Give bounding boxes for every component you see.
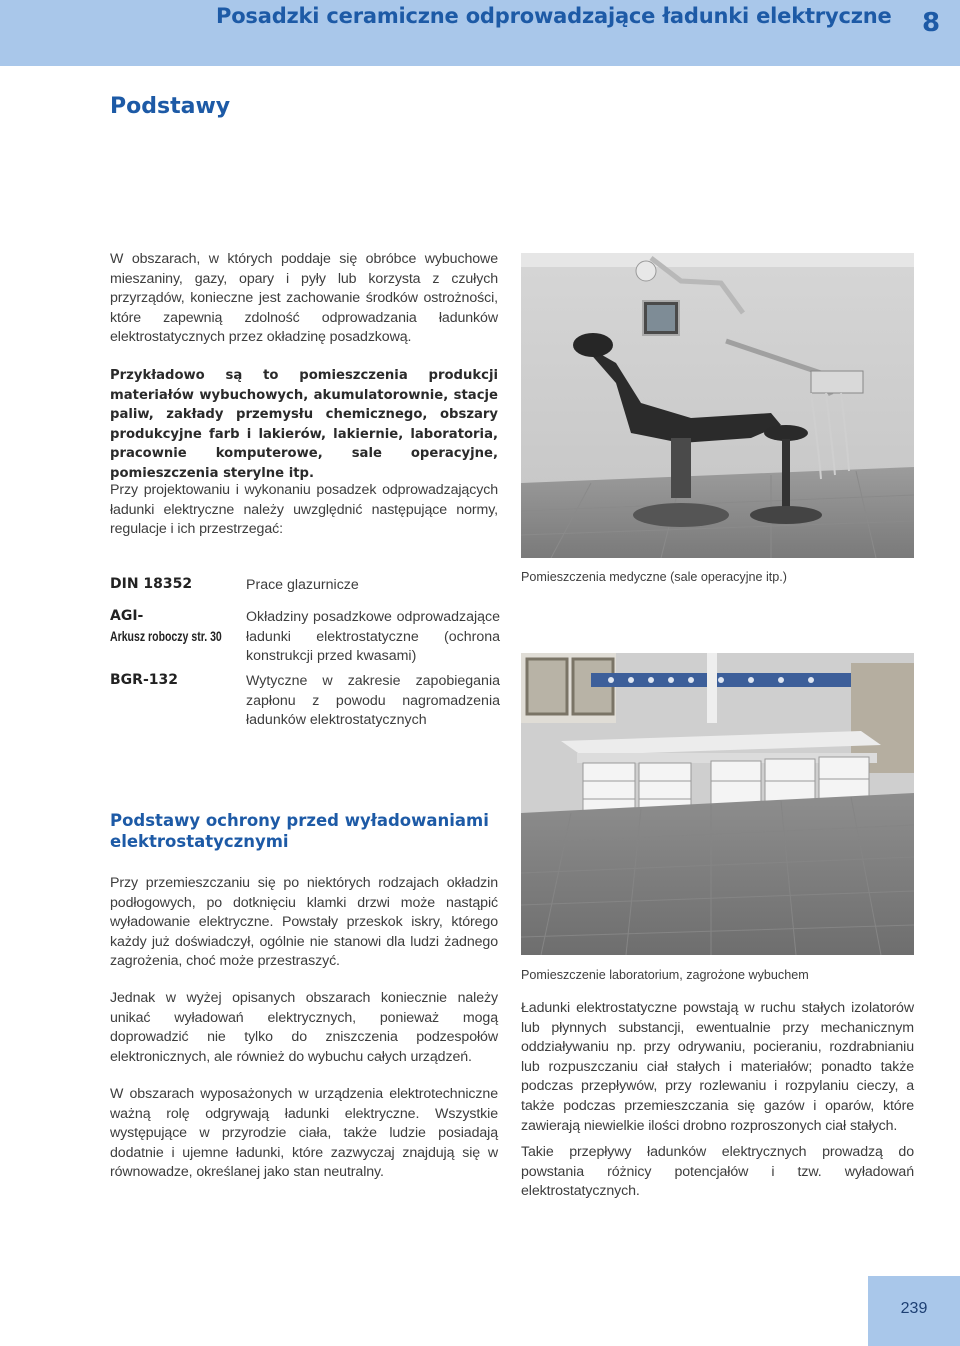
protection-paragraph-3: W obszarach wyposażonych w urządzenia elektrotechniczne ważną rolę odgrywają ładunki elektryczne. Wszystkie występujące w przyrodzie ciała, także ludzie posiadają dodatnie i ujemne ładunki, które zazwyczaj znajdują się w równowadze, określanej jako stan neutralny. xyxy=(110,1086,498,1181)
section-title: Podstawy xyxy=(110,94,231,119)
standard-description: Wytyczne w zakresie zapobiegania zapłonu z powodu nagromadzenia ładunków elektrostatycznych xyxy=(246,673,500,729)
page-number-box xyxy=(868,1276,960,1346)
photo-caption: Pomieszczenie laboratorium, zagrożone wybuchem xyxy=(521,968,809,982)
intro-paragraph: W obszarach, w których poddaje się obróbce wybuchowe mieszaniny, gazy, opary i pyły lub korzysta z czułych przyrządów, konieczne jest zachowanie środków ostrożności, które zapewnią zdolność odprowadzania ładunków elektrostatycznych przez okładzinę posadzkową. xyxy=(110,251,498,346)
laboratory-photo xyxy=(521,653,914,955)
norms-intro-paragraph: Przy projektowaniu i wykonaniu posadzek odprowadzających ładunki elektryczne należy uwzględnić następujące normy, regulacje i ich przestrzegać: xyxy=(110,482,498,538)
standard-code: DIN 18352 xyxy=(110,576,193,592)
protection-paragraph-2: Jednak w wyżej opisanych obszarach koniecznie należy unikać wyładowań elektrycznych, ponieważ mogą doprowadzić nie tylko do zniszczenia podzespołów elektronicznych, ale również do wybuchu całych urządzeń. xyxy=(110,990,498,1065)
standard-description: Prace glazurnicze xyxy=(246,577,359,593)
header-bar xyxy=(0,0,960,66)
standard-code: AGI- xyxy=(110,608,144,624)
dental-chair-icon xyxy=(521,253,914,558)
protection-paragraph-1: Przy przemieszczaniu się po niektórych rodzajach okładzin podłogowych, po dotknięciu klamki drzwi może nastąpić wyładowanie elektryczne. Powstały przeskok iskry, którego każdy już doświadczył, ogólnie nie stanowi dla ludzi żadnego zagrożenia, choć może przestraszyć. xyxy=(110,875,498,970)
subsection-title: Podstawy ochrony przed wyładowaniami elektrostatycznymi xyxy=(110,811,489,851)
standard-code: BGR-132 xyxy=(110,672,178,688)
header-title: Posadzki ceramiczne odprowadzające ładunki elektryczne xyxy=(216,4,892,28)
standard-subtitle: Arkusz roboczy str. 30 xyxy=(110,629,222,644)
dental-chair-photo xyxy=(521,253,914,558)
right-paragraph-2: Takie przepływy ładunków elektrycznych prowadzą do powstania różnicy potencjałów i tzw. wyładowań elektrostatycznych. xyxy=(521,1144,914,1200)
standard-description: Okładziny posadzkowe odprowadzające ładunki elektrostatyczne (ochrona konstrukcji przed kwasami) xyxy=(246,609,500,665)
photo-caption: Pomieszczenia medyczne (sale operacyjne itp.) xyxy=(521,570,787,584)
page-number: 239 xyxy=(900,1300,928,1317)
right-paragraph-1: Ładunki elektrostatyczne powstają w ruchu stałych izolatorów lub płynnych substancji, ewentualnie przy mechanicznym oddziaływaniu np. przy odrywaniu, pocieraniu, rozdrabnianiu lub rozpuszczaniu ciał stałych i materiałów; ponadto także podczas przepływów, przy rozlewaniu i rozpylaniu cieczy, a także podczas przemieszczania się gazów i oparów, które zawierają niewielkie ilości drobno rozproszonych ciał stałych. xyxy=(521,1000,914,1134)
examples-paragraph: Przykładowo są to pomieszczenia produkcji materiałów wybuchowych, akumulatorownie, stacje paliw, zakłady przemysłu chemicznego, obszary produkcyjne farb i lakierów, lakiernie, laboratoria, pracownie komputerowe, sale operacyjne, pomieszczenia sterylne itp. xyxy=(110,368,498,481)
laboratory-icon xyxy=(521,653,914,955)
chapter-number: 8 xyxy=(922,8,941,38)
